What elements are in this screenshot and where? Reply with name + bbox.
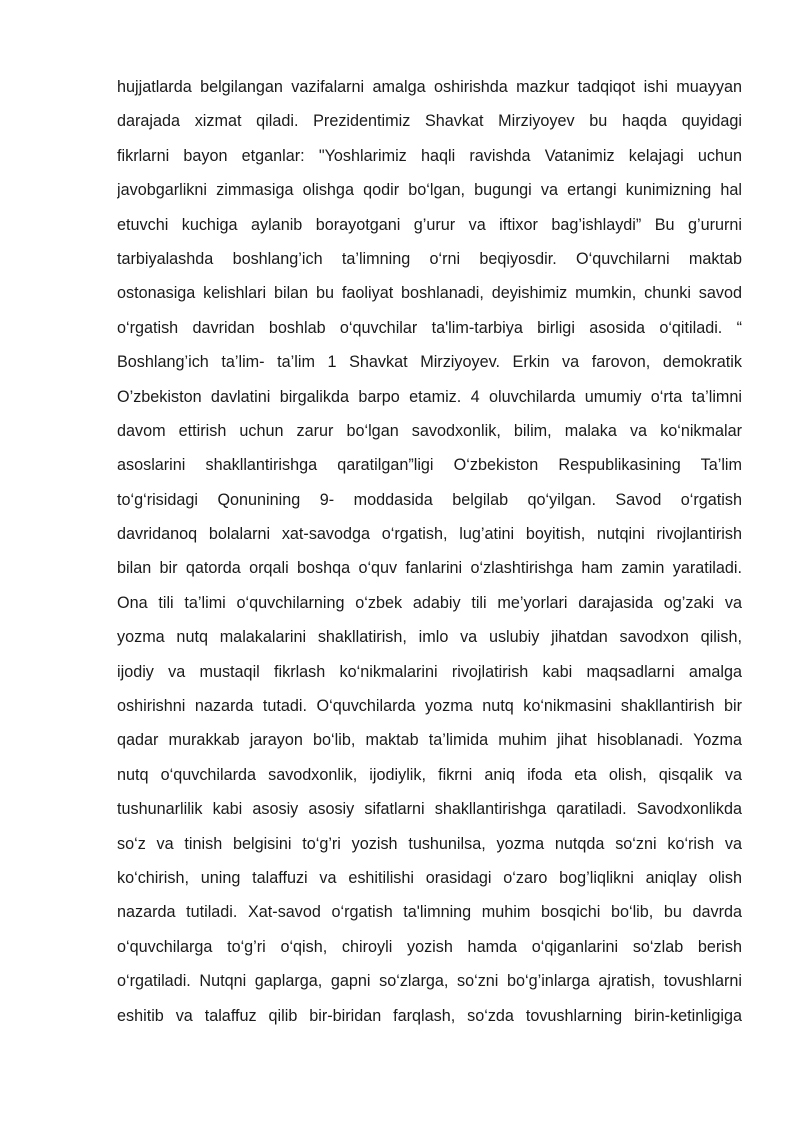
text-line: o‘rgatish davridan boshlab o‘quvchilar ta'lim-tarbiya birligi asosida o‘qitiladi. “ [117, 318, 742, 337]
text-line: ostonasiga kelishlari bilan bu faoliyat boshlanadi, deyishimiz mumkin, chunki savod [117, 284, 742, 303]
text-line: oshirishni nazarda tutadi. O‘quvchilarda yozma nutq ko‘nikmasini shakllantirish bir [117, 697, 742, 716]
text-line: bilan bir qatorda orqali boshqa o‘quv fanlarini o‘zlashtirishga ham zamin yaratiladi. [117, 559, 742, 578]
text-line: to‘g‘risidagi Qonunining 9- moddasida belgilab qo‘yilgan. Savod o‘rgatish [117, 490, 742, 509]
text-line: tushunarlilik kabi asosiy asosiy sifatlarni shakllantirishga qaratiladi. Savodxonlikda [117, 800, 742, 819]
text-line: yozma nutq malakalarini shakllatirish, imlo va uslubiy jihatdan savodxon qilish, [117, 628, 742, 647]
text-line: o‘quvchilarga to‘g’ri o‘qish, chiroyli yozish hamda o‘qiganlarini so‘zlab berish [117, 937, 742, 956]
text-line: O’zbekiston davlatini birgalikda barpo etamiz. 4 oluvchilarda umumiy o‘rta ta’limni [117, 387, 742, 406]
text-line: nutq o‘quvchilarda savodxonlik, ijodiylik, fikrni aniq ifoda eta olish, qisqalik va [117, 765, 742, 784]
text-line: qadar murakkab jarayon bo‘lib, maktab ta’limida muhim jihat hisoblanadi. Yozma [117, 731, 742, 750]
text-line: tarbiyalashda boshlang’ich ta’limning o‘rni beqiyosdir. O‘quvchilarni maktab [117, 249, 742, 268]
text-line: Ona tili ta’limi o‘quvchilarning o‘zbek adabiy tili me’yorlari darajasida og’zaki va [117, 593, 742, 612]
text-line: Boshlang’ich ta’lim- ta’lim 1 Shavkat Mirziyoyev. Erkin va farovon, demokratik [117, 353, 742, 372]
text-line: davridanoq bolalarni xat-savodga o‘rgatish, lug’atini boyitish, nutqini rivojlantirish [117, 525, 742, 544]
text-line: etuvchi kuchiga aylanib borayotgani g’urur va iftixor bag’ishlaydi” Bu g’ururni [117, 215, 742, 234]
text-line: darajada xizmat qiladi. Prezidentimiz Shavkat Mirziyoyev bu haqda quyidagi [117, 112, 742, 131]
text-line: o‘rgatiladi. Nutqni gaplarga, gapni so‘zlarga, so‘zni bo‘g’inlarga ajratish, tovushlarni [117, 972, 742, 991]
text-line: so‘z va tinish belgisini to‘g’ri yozish tushunilsa, yozma nutqda so‘zni ko‘rish va [117, 834, 742, 853]
text-line: asoslarini shakllantirishga qaratilgan”ligi O‘zbekiston Respublikasining Ta’lim [117, 456, 742, 475]
text-line: hujjatlarda belgilangan vazifalarni amalga oshirishda mazkur tadqiqot ishi muayyan [117, 78, 742, 96]
body-text [117, 70, 742, 1033]
text-line: nazarda tutiladi. Xat-savod o‘rgatish ta'limning muhim bosqichi bo‘lib, bu davrda [117, 903, 742, 922]
text-line: javobgarlikni zimmasiga olishga qodir bo‘lgan, bugungi va ertangi kunimizning hal [117, 181, 742, 200]
text-line: ijodiy va mustaqil fikrlash ko‘nikmalarini rivojlatirish kabi maqsadlarni amalga [117, 662, 742, 681]
text-line: eshitib va talaffuz qilib bir-biridan farqlash, so‘zda tovushlarning birin-ketinligiga [117, 1006, 742, 1025]
text-line: davom ettirish uchun zarur bo‘lgan savodxonlik, bilim, malaka va ko‘nikmalar [117, 421, 742, 440]
text-line: fikrlarni bayon etganlar: "Yoshlarimiz haqli ravishda Vatanimiz kelajagi uchun [117, 146, 742, 165]
text-line: ko‘chirish, uning talaffuzi va eshitilishi orasidagi o‘zaro bog’liqlikni aniqlay olish [117, 868, 742, 887]
